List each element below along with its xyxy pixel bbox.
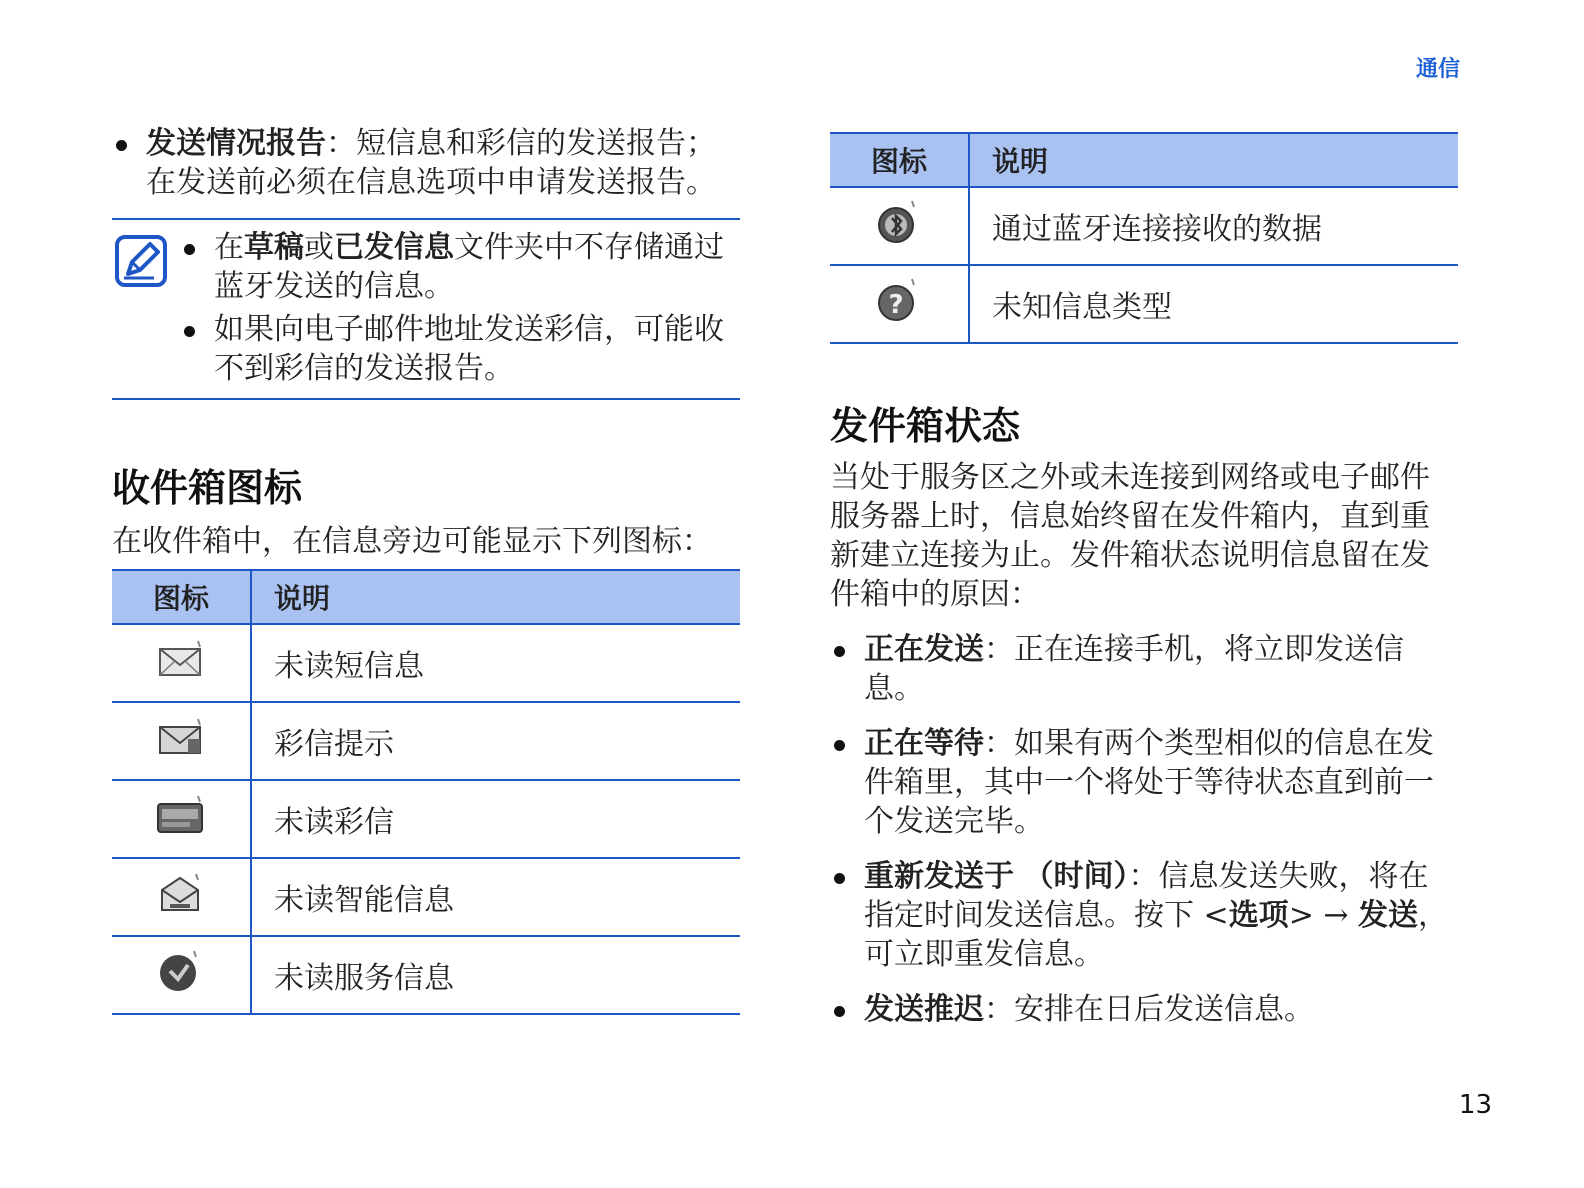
- unread-service-message-icon: [158, 949, 204, 1001]
- unread-mms-icon: [156, 794, 206, 844]
- row-desc: 未知信息类型: [969, 265, 1458, 343]
- send-option-label: 发送: [1358, 898, 1419, 933]
- section-header-label: 通信: [1415, 57, 1460, 82]
- outbox-status-heading: 发件箱状态: [830, 404, 1021, 448]
- inbox-intro: 在收件箱中，在信息旁边可能显示下列图标：: [112, 524, 712, 559]
- row-desc: 未读智能信息: [251, 858, 740, 936]
- inbox-icons-heading: 收件箱图标: [112, 466, 303, 510]
- table-header-row: [830, 133, 1458, 187]
- row-desc: 未读服务信息: [251, 936, 740, 1014]
- table-row: [830, 187, 1458, 265]
- svg-text:?: ?: [888, 290, 904, 320]
- table-row: [112, 624, 740, 702]
- col-header-icon: 图标: [112, 570, 251, 624]
- row-desc: 彩信提示: [251, 702, 740, 780]
- unread-smart-message-icon: [158, 872, 204, 922]
- col-header-desc: 说明: [251, 570, 740, 624]
- table-row: [112, 936, 740, 1014]
- outbox-item-waiting: 正在等待：如果有两个类型相似的信息在发件箱里，其中一个将处于等待状态直到前一个发送完毕。: [830, 724, 1458, 841]
- unknown-message-icon: [876, 277, 922, 331]
- note-pencil-icon: [112, 228, 172, 392]
- left-column: [112, 124, 740, 1015]
- unread-sms-envelope-icon: [158, 639, 204, 687]
- options-softkey-label: 选项: [1228, 898, 1289, 933]
- inbox-icon-table: [112, 569, 740, 1015]
- delivery-report-bullet: [112, 124, 740, 202]
- right-column: [830, 132, 1458, 1029]
- mms-notification-envelope-icon: [158, 717, 204, 765]
- row-desc: 通过蓝牙连接接收的数据: [969, 187, 1458, 265]
- outbox-item-resend: 重新发送于 （时间）：信息发送失败，将在指定时间发送信息。按下 <选项> → 发送，可立即重发信息。: [830, 857, 1458, 974]
- outbox-item-sending: 正在发送：正在连接手机，将立即发送信息。: [830, 630, 1458, 708]
- table-row: [112, 780, 740, 858]
- table-header-row: [112, 570, 740, 624]
- col-header-icon: 图标: [830, 133, 969, 187]
- outbox-item-deferred: 发送推迟：安排在日后发送信息。: [830, 990, 1458, 1029]
- col-header-desc: 说明: [969, 133, 1458, 187]
- drafts-folder-label: 草稿: [244, 230, 304, 265]
- inbox-icon-table-continued: [830, 132, 1458, 344]
- row-desc: 未读短信息: [251, 624, 740, 702]
- note-item-2: 如果向电子邮件地址发送彩信，可能收不到彩信的发送报告。: [180, 310, 740, 388]
- note-box: [112, 218, 740, 400]
- row-desc: 未读彩信: [251, 780, 740, 858]
- page-number: 13: [1458, 1090, 1492, 1120]
- table-row: [112, 702, 740, 780]
- delivery-report-text: ：短信息和彩信的发送报告；在发送前必须在信息选项中申请发送报告。: [146, 126, 716, 200]
- note-item-1: 在草稿或已发信息文件夹中不存储通过蓝牙发送的信息。: [180, 228, 740, 306]
- bluetooth-data-icon: [876, 199, 922, 253]
- sent-folder-label: 已发信息: [334, 230, 454, 265]
- outbox-intro: 当处于服务区之外或未连接到网络或电子邮件服务器上时，信息始终留在发件箱内，直到重新建立连接为止。发件箱状态说明信息留在发件箱中的原因：: [830, 460, 1430, 612]
- table-row: [830, 265, 1458, 343]
- table-row: [112, 858, 740, 936]
- delivery-report-label: 发送情况报告: [146, 126, 326, 161]
